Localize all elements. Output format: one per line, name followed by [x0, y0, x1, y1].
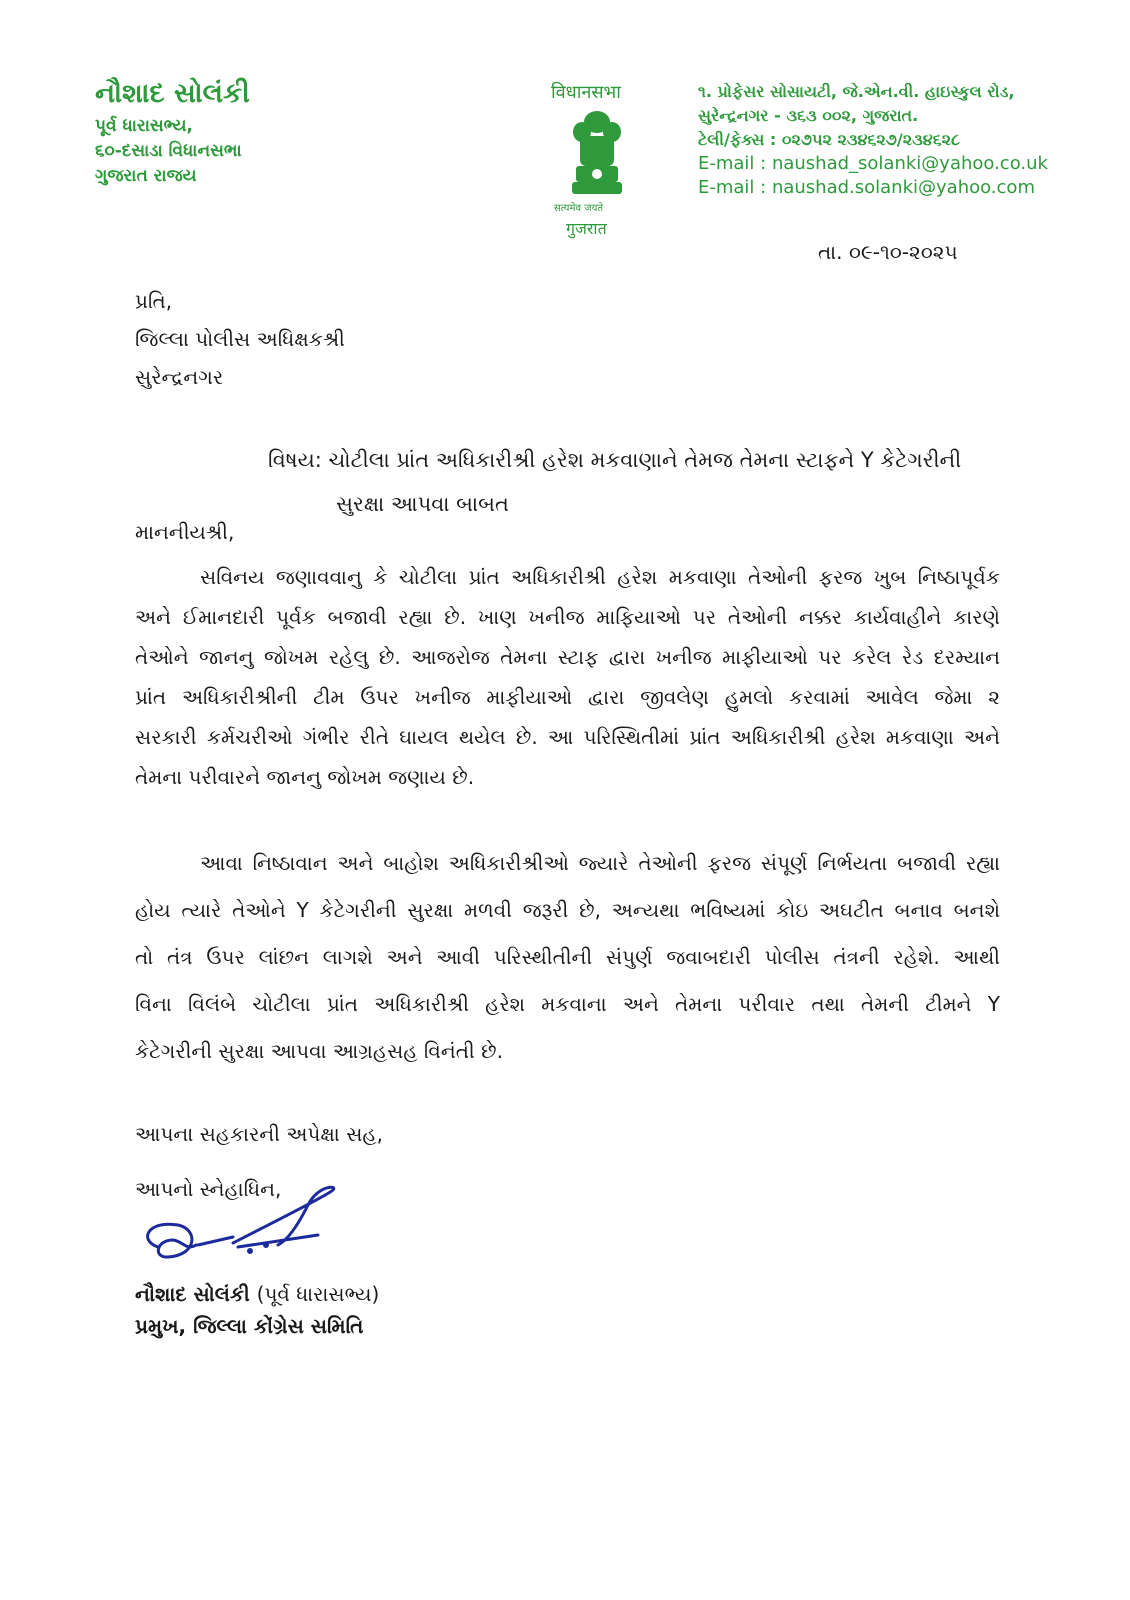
signer-name-line: [135, 1278, 379, 1310]
address-line: ૧. પ્રોફેસર સોસાયટી, જે.એન.વી. હાઇસ્કુલ રોડ,: [698, 82, 1015, 101]
letterhead-address: [698, 80, 1048, 200]
letterhead-title-line: પૂર્વ ધારાસભ્ય,: [95, 116, 193, 136]
letterhead-name: નૌશાદ સોલંકી: [95, 78, 250, 109]
paragraph-line: આવા નિષ્ઠાવાન અને બાહોશ અધિકારીશ્રીઓ જ્યારે તેઓની ફરજ સંપૂર્ણ નિર્ભયતા બજાવી રહ્યા: [200, 851, 1000, 875]
email-line: E-mail : naushad_solanki@yahoo.co.uk: [698, 153, 1048, 174]
yours-line: આપનો સ્નેહાધિન,: [135, 1177, 282, 1201]
recipient-line: સુરેન્દ્રનગર: [135, 365, 224, 389]
letterhead-title-line: ૬૦-દસાડા વિધાનસભા: [95, 141, 242, 161]
paragraph-line: હોય ત્યારે તેઓને Y કેટેગરીની સુરક્ષા મળવી જરૂરી છે, અન્યથા ભવિષ્યમાં કોઇ અઘટીત બનાવ બનશે: [135, 898, 1000, 922]
emblem-top-label: विधानसभा: [551, 82, 621, 103]
paragraph-line: વિના વિલંબે ચોટીલા પ્રાંત અધિકારીશ્રી હરેશ મકવાના અને તેમના પરીવાર તથા તેમની ટીમને Y: [135, 992, 1000, 1016]
subject-block: [268, 438, 961, 526]
paragraph-line: પ્રાંત અધિકારીશ્રીની ટીમ ઉપર ખનીજ માફીયાઓ દ્વારા જીવલેણ હુમલો કરવામાં આવેલ જેમા ૨: [135, 685, 1000, 709]
signer-name: નૌશાદ સોલંકી: [135, 1282, 250, 1306]
letter-date: તા. ૦૯-૧૦-૨૦૨૫: [818, 240, 958, 264]
salutation: માનનીયશ્રી,: [135, 520, 235, 544]
letterhead-title: [95, 114, 242, 189]
paragraph-line: કેટેગરીની સુરક્ષા આપવા આગ્રહસહ વિનંતી છે.: [135, 1039, 503, 1063]
subject-line: વિષય: ચોટીલા પ્રાંત અધિકારીશ્રી હરેશ મકવાણાને તેમજ તેમના સ્ટાફને Y કેટેગરીની: [268, 448, 962, 472]
signer-block: [135, 1278, 379, 1342]
emblem-motto: सत्यमेव जयते: [554, 203, 604, 214]
emblem-bottom-label: गुजरात: [566, 219, 607, 238]
address-line: સુરેન્દ્રનગર - ૩૬૩ ૦૦૨, ગુજરાત.: [698, 106, 919, 125]
paragraph-line: તેઓને જાનનુ જોખમ રહેલુ છે. આજરોજ તેમના સ્ટાફ દ્વારા ખનીજ માફીયાઓ પર કરેલ રેડ દરમ્યાન: [135, 645, 1000, 669]
signer-designation: પ્રમુખ, જિલ્લા કોંગ્રેસ સમિતિ: [135, 1314, 364, 1338]
email-line: E-mail : naushad.solanki@yahoo.com: [698, 177, 1035, 198]
body-paragraph-2: [135, 840, 1000, 1075]
recipient-block: [135, 282, 345, 396]
paragraph-line: સવિનય જણાવવાનુ કે ચોટીલા પ્રાંત અધિકારીશ્રી હરેશ મકવાણા તેઓની ફરજ ખુબ નિષ્ઠાપૂર્વક: [200, 565, 1000, 589]
paragraph-line: અને ઈમાનદારી પૂર્વક બજાવી રહ્યા છે. ખાણ ખનીજ માફિયાઓ પર તેઓની નક્કર કાર્યવાહીને કારણે: [135, 605, 1000, 629]
body-paragraph-1: [135, 557, 1000, 797]
paragraph-line: તો તંત્ર ઉપર લાંછન લાગશે અને આવી પરિસ્થીતીની સંપુર્ણ જવાબદારી પોલીસ તંત્રની રહેશે. આથી: [135, 945, 1000, 969]
signature-icon: [138, 1185, 338, 1275]
national-emblem-icon: [562, 108, 632, 198]
closing-line: આપના સહકારની અપેક્ષા સહ,: [135, 1122, 383, 1146]
paragraph-line: તેમના પરીવારને જાનનુ જોખમ જણાય છે.: [135, 765, 475, 789]
recipient-line: જિલ્લા પોલીસ અધિક્ષકશ્રી: [135, 327, 345, 351]
signer-name-suffix: (પૂર્વ ધારાસભ્ય): [256, 1282, 380, 1306]
letterhead-title-line: ગુજરાત રાજય: [95, 166, 197, 186]
paragraph-line: સરકારી કર્મચરીઓ ગંભીર રીતે ઘાયલ થયેલ છે. આ પરિસ્થિતીમાં પ્રાંત અધિકારીશ્રી હરેશ મકવાણા અને: [135, 725, 1000, 749]
subject-line: સુરક્ષા આપવા બાબત: [336, 492, 509, 516]
phone-line: ટેલી/ફેક્સ : ૦૨૭૫૨ ૨૩૪૬૨૭/૨૩૪૬૨૮: [698, 130, 960, 149]
recipient-line: પ્રતિ,: [135, 289, 173, 313]
